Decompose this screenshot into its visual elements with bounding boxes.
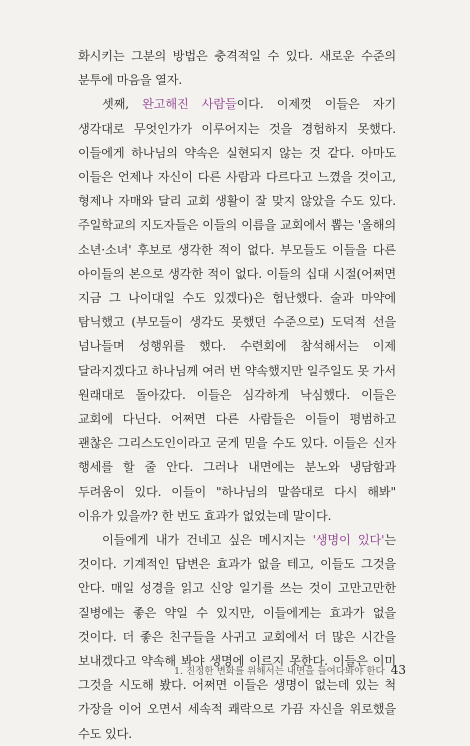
running-head: 1. 진정한 변화를 위해서는 내면을 들여다봐야 한다 <box>173 666 385 677</box>
paragraph-2-text: 이다. 이제껏 이들은 자기 생각대로 무엇인가가 이루어지는 것을 경험하지 못했다. 이들에게 하나님의 약속은 실현되지 않는 것 같다. 아마도 이들은 언제나 자신이 다른 사람과 다르다고 느꼈을 것이고, 형제나 자매와 달리 교회 생활이 잘 맞지 않았을 수도 있다. 주일학교의 지도자들은 이들의 이름을 교회에서 뽑는 '올해의 소년·소녀' 후보로 생각한 적이 없다. 부모들도 이들을 다른 아이들의 본으로 생각한 적이 없다. 이들의 십대 시절(어쩌면 지금 그 나이대일 수도 있겠다)은 험난했다. 술과 마약에 탐닉했고 (부모들이 생각도 못했던 수준으로) 도덕적 선을 넘나들며 성행위를 했다. 수련회에 참석해서는 이제 달라지겠다고 하나님께 여러 번 약속했지만 일주일도 못 가서 원래대로 돌아갔다. 이들은 심각하게 낙심했다. 이들은 교회에 다닌다. 어쩌면 다른 사람들은 이들이 평범하고 괜찮은 그리스도인이라고 굳게 믿을 수도 있다. 이들은 신자 행세를 할 줄 안다. 그러나 내면에는 분노와 냉담함과 두려움이 있다. 이들이 "하나님의 말씀대로 다시 해봐" 이유가 있을까? 한 번도 효과가 없었는데 말이다. <box>78 97 396 523</box>
page-footer <box>174 663 406 677</box>
paragraph-1-text: 화시키는 그분의 방법은 충격적일 수 있다. 새로운 수준의 분투에 마음을 열자. <box>78 49 396 88</box>
page-number: 43 <box>390 663 406 677</box>
paragraph-3-lead: 이들에게 내가 건네고 싶은 메시지는 <box>102 533 313 548</box>
paragraph-1 <box>78 44 396 92</box>
body-text <box>78 44 396 746</box>
paragraph-3 <box>78 528 396 746</box>
paragraph-2 <box>78 92 396 528</box>
paragraph-3-text: 는 것이다. 기계적인 답변은 효과가 없을 테고, 이들도 그것을 안다. 매일 성경을 읽고 신앙 일기를 쓰는 것이 고만고만한 질병에는 좋은 약일 수 있지만, 이들에게는 효과가 없을 것이다. 더 좋은 친구들을 사귀고 교회에서 더 많은 시간을 보내겠다고 약속해 봐야 생명에 이르지 못한다. 이들은 이미 그것을 시도해 봤다. 어쩌면 이들은 생명이 없는데 있는 척 가장을 이어 오면서 세속적 쾌락으로 가끔 자신을 위로했을 수도 있다. <box>78 533 397 741</box>
highlight-there-is-life: '생명이 있다' <box>312 533 385 548</box>
highlight-hardened-people: 완고해진 사람들 <box>142 97 237 112</box>
paragraph-2-lead: 셋째, <box>102 97 143 112</box>
